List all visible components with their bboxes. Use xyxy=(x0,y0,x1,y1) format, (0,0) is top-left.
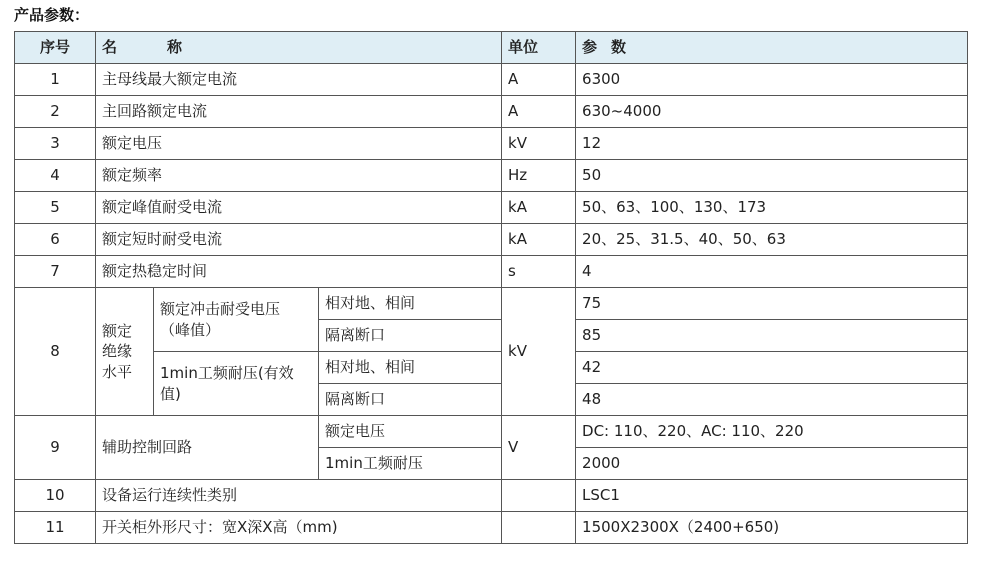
impulse-voltage-line: （峰值） xyxy=(160,320,221,339)
header-name xyxy=(96,32,502,64)
row-unit: A xyxy=(502,64,576,96)
header-name-b: 称 xyxy=(167,38,183,57)
row-value: 50、63、100、130、173 xyxy=(576,192,968,224)
row-unit: A xyxy=(502,96,576,128)
table-row xyxy=(15,96,968,128)
row-no: 8 xyxy=(15,288,96,416)
row-value: 1500X2300X（2400+650) xyxy=(576,512,968,544)
row-no: 4 xyxy=(15,160,96,192)
header-param xyxy=(576,32,968,64)
row-name: 开关柜外形尺寸：宽X深X高（mm) xyxy=(96,512,502,544)
row-value: DC: 110、220、AC: 110、220 xyxy=(576,416,968,448)
row-name: 辅助控制回路 xyxy=(96,416,319,480)
row-value: 4 xyxy=(576,256,968,288)
row-value: 6300 xyxy=(576,64,968,96)
row-value: 50 xyxy=(576,160,968,192)
header-unit: 单位 xyxy=(502,32,576,64)
table-row xyxy=(15,352,968,384)
row-value: 12 xyxy=(576,128,968,160)
row-no: 9 xyxy=(15,416,96,480)
row-value: 20、25、31.5、40、50、63 xyxy=(576,224,968,256)
row-name: 设备运行连续性类别 xyxy=(96,480,502,512)
row-value: 75 xyxy=(576,288,968,320)
insulation-level-label xyxy=(96,288,154,416)
row-name: 额定峰值耐受电流 xyxy=(96,192,502,224)
table-row xyxy=(15,224,968,256)
table-row xyxy=(15,288,968,320)
row-unit: kA xyxy=(502,224,576,256)
row-value: 85 xyxy=(576,320,968,352)
product-parameters-table xyxy=(14,31,968,544)
row-no: 7 xyxy=(15,256,96,288)
row-unit: s xyxy=(502,256,576,288)
row-name: 额定热稳定时间 xyxy=(96,256,502,288)
header-name-a: 名 xyxy=(102,38,118,57)
row-no: 6 xyxy=(15,224,96,256)
row-value: LSC1 xyxy=(576,480,968,512)
table-row xyxy=(15,480,968,512)
row-value: 2000 xyxy=(576,448,968,480)
header-param-b: 数 xyxy=(611,38,627,57)
row-name: 额定电压 xyxy=(96,128,502,160)
header-no: 序号 xyxy=(15,32,96,64)
table-row xyxy=(15,416,968,448)
table-row xyxy=(15,512,968,544)
row-no: 1 xyxy=(15,64,96,96)
impulse-voltage-label xyxy=(154,288,319,352)
row-value: 42 xyxy=(576,352,968,384)
row-no: 2 xyxy=(15,96,96,128)
sub-condition: 隔离断口 xyxy=(319,320,502,352)
row-unit: kV xyxy=(502,128,576,160)
header-param-a: 参 xyxy=(582,38,598,57)
row-name: 主回路额定电流 xyxy=(96,96,502,128)
power-frequency-line: 值) xyxy=(160,384,181,403)
row-no: 11 xyxy=(15,512,96,544)
insulation-label-line: 绝缘 xyxy=(102,342,133,361)
insulation-label-line: 额定 xyxy=(102,322,133,341)
row-unit: Hz xyxy=(502,160,576,192)
row-unit: kA xyxy=(502,192,576,224)
row-name: 主母线最大额定电流 xyxy=(96,64,502,96)
row-unit xyxy=(502,512,576,544)
sub-condition: 隔离断口 xyxy=(319,384,502,416)
sub-condition: 相对地、相间 xyxy=(319,352,502,384)
row-name: 额定频率 xyxy=(96,160,502,192)
sub-condition: 相对地、相间 xyxy=(319,288,502,320)
section-title: 产品参数： xyxy=(14,6,90,24)
table-header-row xyxy=(15,32,968,64)
table-row xyxy=(15,128,968,160)
sub-condition: 额定电压 xyxy=(319,416,502,448)
row-no: 10 xyxy=(15,480,96,512)
row-unit: V xyxy=(502,416,576,480)
row-no: 5 xyxy=(15,192,96,224)
sub-condition: 1min工频耐压 xyxy=(319,448,502,480)
impulse-voltage-line: 额定冲击耐受电压 xyxy=(160,300,281,319)
row-value: 630~4000 xyxy=(576,96,968,128)
row-name: 额定短时耐受电流 xyxy=(96,224,502,256)
insulation-label-line: 水平 xyxy=(102,362,133,381)
row-no: 3 xyxy=(15,128,96,160)
table-row xyxy=(15,64,968,96)
row-unit: kV xyxy=(502,288,576,416)
row-value: 48 xyxy=(576,384,968,416)
table-row xyxy=(15,256,968,288)
table-row xyxy=(15,160,968,192)
row-unit xyxy=(502,480,576,512)
power-frequency-voltage-label xyxy=(154,352,319,416)
table-row xyxy=(15,192,968,224)
power-frequency-line: 1min工频耐压(有效 xyxy=(160,364,294,383)
